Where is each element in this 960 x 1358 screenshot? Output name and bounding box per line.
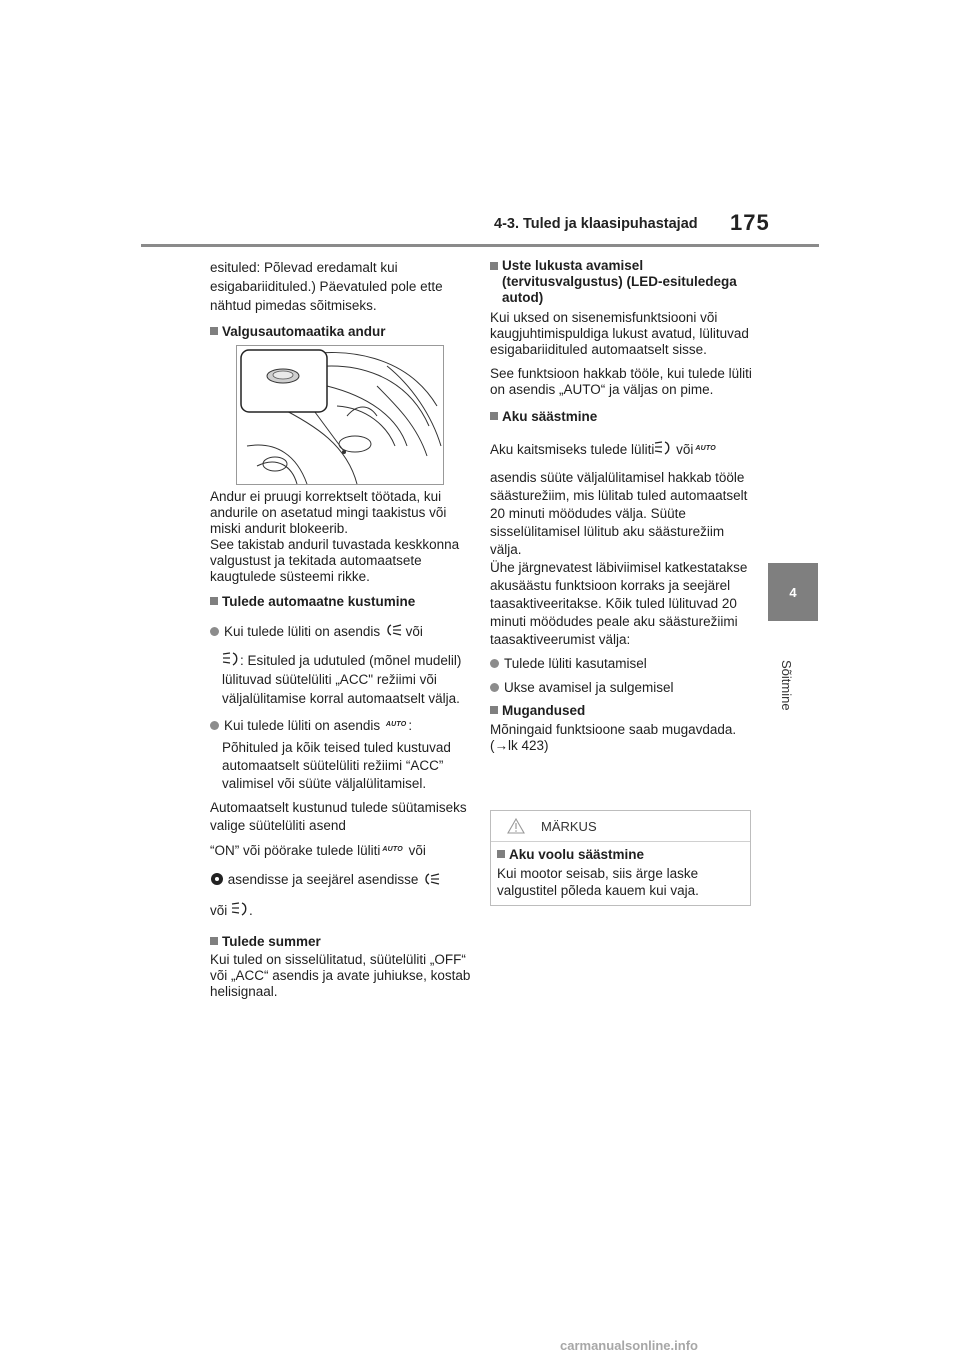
parking-light-icon (654, 441, 672, 460)
buzzer-heading-text: Tulede summer (222, 933, 321, 949)
square-bullet-icon (490, 706, 498, 714)
notice-heading-text: Aku voolu säästmine (509, 847, 645, 862)
auto-off-heading (210, 593, 472, 611)
light-off-icon (210, 872, 224, 891)
intro-paragraph: esituled: Põlevad eredamalt kui esigabariidituled.) Päevatuled pole ette nähtud pimedas sõitmiseks. (210, 260, 443, 313)
left-column-lower (210, 489, 472, 1000)
unlock-heading (490, 258, 752, 306)
round-bullet-icon (490, 683, 499, 692)
buzzer-text: Kui tuled on sisselülitatud, süütelüliti „OFF“ või „ACC“ asendis ja avate juhiukse, kostab helisignaal. (210, 952, 471, 1000)
bullet-text: või (405, 623, 423, 639)
unlock-heading-text: Uste lukusta avamisel (tervitusvalgustus) (LED-esituledega autod) (502, 258, 737, 305)
buzzer-heading (210, 933, 472, 951)
sensor-heading (210, 323, 472, 341)
bullet-text: : (408, 718, 413, 734)
unlock-text: See funktsioon hakkab tööle, kui tulede lüliti on asendis „AUTO“ ja väljas on pime. (490, 366, 752, 397)
custom-heading-text: Mugandused (502, 703, 586, 719)
auto-off-heading-text: Tulede automaatne kustumine (222, 594, 416, 609)
restore-paragraph (210, 841, 472, 860)
bullet-item (210, 623, 472, 641)
restore-paragraph (210, 902, 472, 921)
round-bullet-icon (490, 659, 499, 668)
square-bullet-icon (497, 850, 505, 858)
notice-header (491, 811, 750, 842)
header-rule (141, 244, 819, 247)
round-bullet-icon (210, 721, 219, 730)
sensor-text: Andur ei pruugi korrektselt töötada, kui andurile on asetatud mingi taakistus või miski andurit blokeerib. See takistab anduril tuvastada keskkonna valgustust ja tekitada automaatsete kaugtulede süsteemi rikke. (210, 489, 460, 584)
notice-body (491, 842, 750, 903)
custom-heading (490, 702, 752, 720)
battery-text: Aku kaitsmiseks tulede lüliti (490, 441, 655, 457)
bullet-item (210, 716, 472, 735)
restore-paragraph: Automaatselt kustunud tulede süütamiseks valige süütelüliti asend (210, 799, 467, 833)
custom-text[interactable]: Mõningaid funktsioone saab mugavdada. (→lk 423) (490, 721, 737, 753)
bullet-continuation: Põhituled ja kõik teised tuled kustuvad automaatselt süütelüliti režiimi “ACC” valimisel või süüte väljalülitamisel. (222, 739, 451, 791)
headlight-low-beam-icon (384, 623, 402, 641)
notice-text: Kui mootor seisab, siis ärge laske valgustitel põleda kauem kui vaja. (497, 866, 699, 898)
right-column (490, 258, 752, 754)
auto-mode-icon: AUTO (385, 721, 407, 729)
restore-text: või (408, 842, 426, 858)
chapter-tab[interactable]: 4 (768, 563, 818, 621)
page-number: 175 (730, 210, 770, 235)
square-bullet-icon (210, 937, 218, 945)
chapter-label-text: Sõitmine (779, 660, 794, 711)
section-title: 4-3. Tuled ja klaasipuhastajad (494, 216, 698, 232)
square-bullet-icon (210, 327, 218, 335)
auto-mode-icon: AUTO (695, 444, 716, 452)
chapter-label (764, 660, 824, 720)
restore-text: “ON” või pöörake tulede lüliti (210, 842, 381, 858)
bullet-text: Kui tulede lüliti on asendis (224, 718, 381, 734)
bullet-item (490, 679, 752, 697)
parking-light-icon (222, 652, 240, 671)
bullet-text: Kui tulede lüliti on asendis (224, 623, 381, 639)
round-bullet-icon (210, 627, 219, 636)
bullet-text: Tulede lüliti kasutamisel (504, 656, 647, 672)
warning-triangle-icon (507, 818, 525, 834)
sensor-heading-text: Valgusautomaatika andur (222, 324, 386, 339)
left-column (210, 258, 472, 341)
battery-heading (490, 408, 752, 426)
bullet-item (490, 655, 752, 673)
restore-text: või (210, 903, 228, 919)
battery-paragraph (490, 440, 752, 460)
notice-title: MÄRKUS (541, 818, 597, 834)
auto-mode-icon: AUTO (382, 845, 403, 853)
battery-text: või (676, 441, 694, 457)
dashboard-sensor-drawing (237, 346, 443, 484)
restore-paragraph (210, 871, 472, 890)
battery-text: asendis süüte väljalülitamisel hakkab tööle säästurežiim, mis lülitab tuled automaatselt 20 minuti möödudes välja. Süüte sisselülitamisel lülitub aku säästurežiim välja. Ühe järgnevatest läbiviimisel katkestatakse akusäästu funktsioon korraks ja seejärel taasaktiveeritakse. Kõik tuled lülituvad 20 minuti möödudes peale aku säästurežiimi taasaktiveerumist välja: (490, 470, 748, 648)
bullet-text: Ukse avamisel ja sulgemisel (504, 679, 674, 695)
square-bullet-icon (490, 412, 498, 420)
parking-light-icon (231, 902, 249, 921)
battery-heading-text: Aku säästmine (502, 409, 598, 424)
headlight-low-beam-icon (422, 872, 440, 890)
sensor-illustration (236, 345, 444, 485)
restore-text: . (249, 903, 253, 919)
square-bullet-icon (210, 597, 218, 605)
watermark: carmanualsonline.info (560, 1338, 698, 1353)
square-bullet-icon (490, 262, 498, 270)
notice-heading (497, 846, 744, 863)
bullet-text: : Esituled ja udutuled (mõnel mudelil) lülituvad süütelüliti „ACC" režiimi või väljalülitamise korral automaatselt välja. (222, 652, 462, 707)
bullet-continuation (210, 651, 472, 709)
restore-text: asendisse ja seejärel asendisse (227, 872, 419, 888)
unlock-text: Kui uksed on sisenemisfunktsiooni või kaugjuhtimispuldiga lukust avatud, lülituvad esigabariidituled automaatselt sisse. (490, 310, 749, 357)
notice-box (490, 810, 751, 906)
